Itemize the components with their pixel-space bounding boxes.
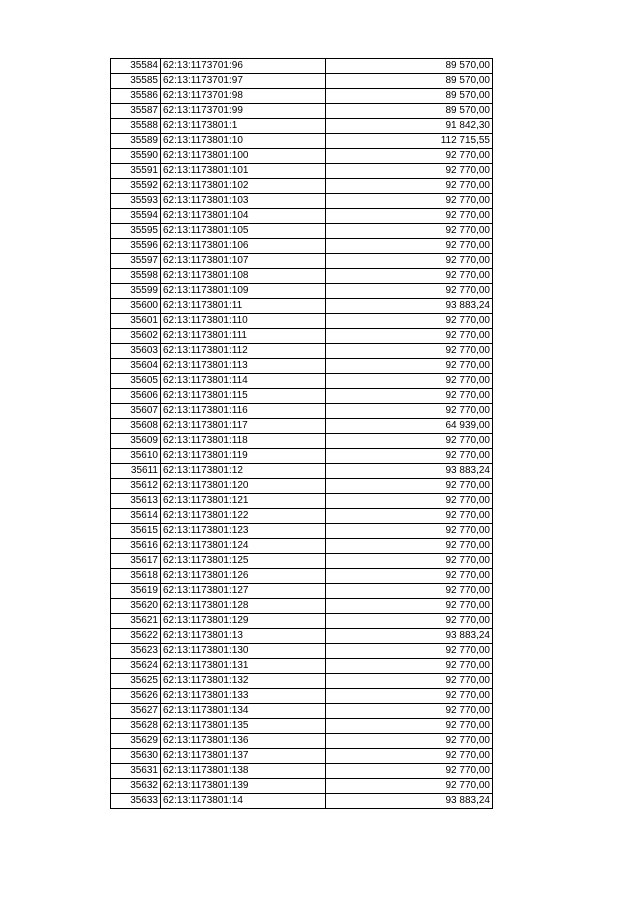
cadastral-value-cell: 93 883,24 — [326, 629, 493, 644]
cadastral-value-cell: 89 570,00 — [326, 74, 493, 89]
cadastral-number-cell: 62:13:1173801:107 — [161, 254, 326, 269]
row-number-cell: 35586 — [111, 89, 161, 104]
table-row — [111, 239, 493, 254]
cadastral-value-cell: 92 770,00 — [326, 404, 493, 419]
table-row — [111, 614, 493, 629]
row-number-cell: 35597 — [111, 254, 161, 269]
row-number-cell: 35594 — [111, 209, 161, 224]
row-number-cell: 35623 — [111, 644, 161, 659]
row-number-cell: 35617 — [111, 554, 161, 569]
cadastral-value-cell: 93 883,24 — [326, 794, 493, 809]
table-row — [111, 704, 493, 719]
cadastral-value-cell: 92 770,00 — [326, 734, 493, 749]
cadastral-number-cell: 62:13:1173701:98 — [161, 89, 326, 104]
cadastral-number-cell: 62:13:1173801:106 — [161, 239, 326, 254]
cadastral-number-cell: 62:13:1173801:115 — [161, 389, 326, 404]
cadastral-number-cell: 62:13:1173801:128 — [161, 599, 326, 614]
table-row — [111, 479, 493, 494]
cadastral-value-cell: 92 770,00 — [326, 524, 493, 539]
table-row — [111, 464, 493, 479]
cadastral-number-cell: 62:13:1173801:136 — [161, 734, 326, 749]
cadastral-value-cell: 92 770,00 — [326, 749, 493, 764]
table-row — [111, 149, 493, 164]
cadastral-value-cell: 92 770,00 — [326, 434, 493, 449]
row-number-cell: 35629 — [111, 734, 161, 749]
cadastral-value-cell: 92 770,00 — [326, 674, 493, 689]
cadastral-value-cell: 92 770,00 — [326, 479, 493, 494]
table-row — [111, 674, 493, 689]
row-number-cell: 35598 — [111, 269, 161, 284]
table-row — [111, 209, 493, 224]
row-number-cell: 35610 — [111, 449, 161, 464]
row-number-cell: 35631 — [111, 764, 161, 779]
cadastral-number-cell: 62:13:1173801:137 — [161, 749, 326, 764]
table-row — [111, 389, 493, 404]
table-row — [111, 194, 493, 209]
cadastral-value-cell: 93 883,24 — [326, 464, 493, 479]
table-row — [111, 374, 493, 389]
cadastral-number-cell: 62:13:1173801:132 — [161, 674, 326, 689]
row-number-cell: 35628 — [111, 719, 161, 734]
row-number-cell: 35584 — [111, 59, 161, 74]
table-row — [111, 554, 493, 569]
table-row — [111, 224, 493, 239]
table-row — [111, 344, 493, 359]
row-number-cell: 35626 — [111, 689, 161, 704]
cadastral-number-cell: 62:13:1173701:99 — [161, 104, 326, 119]
table-row — [111, 314, 493, 329]
cadastral-value-cell: 92 770,00 — [326, 764, 493, 779]
cadastral-number-cell: 62:13:1173701:97 — [161, 74, 326, 89]
cadastral-number-cell: 62:13:1173801:122 — [161, 509, 326, 524]
cadastral-value-cell: 92 770,00 — [326, 599, 493, 614]
table-row — [111, 659, 493, 674]
cadastral-value-cell: 92 770,00 — [326, 314, 493, 329]
row-number-cell: 35595 — [111, 224, 161, 239]
cadastral-number-cell: 62:13:1173801:121 — [161, 494, 326, 509]
row-number-cell: 35616 — [111, 539, 161, 554]
cadastral-number-cell: 62:13:1173801:108 — [161, 269, 326, 284]
cadastral-number-cell: 62:13:1173801:13 — [161, 629, 326, 644]
cadastral-number-cell: 62:13:1173701:96 — [161, 59, 326, 74]
cadastral-number-cell: 62:13:1173801:113 — [161, 359, 326, 374]
row-number-cell: 35618 — [111, 569, 161, 584]
cadastral-value-cell: 92 770,00 — [326, 209, 493, 224]
row-number-cell: 35602 — [111, 329, 161, 344]
row-number-cell: 35591 — [111, 164, 161, 179]
row-number-cell: 35606 — [111, 389, 161, 404]
cadastral-value-cell: 92 770,00 — [326, 284, 493, 299]
cadastral-number-cell: 62:13:1173801:138 — [161, 764, 326, 779]
table-row — [111, 269, 493, 284]
cadastral-number-cell: 62:13:1173801:139 — [161, 779, 326, 794]
table-row — [111, 749, 493, 764]
cadastral-number-cell: 62:13:1173801:102 — [161, 179, 326, 194]
cadastral-value-cell: 112 715,55 — [326, 134, 493, 149]
cadastral-number-cell: 62:13:1173801:118 — [161, 434, 326, 449]
row-number-cell: 35587 — [111, 104, 161, 119]
cadastral-number-cell: 62:13:1173801:131 — [161, 659, 326, 674]
cadastral-value-cell: 92 770,00 — [326, 254, 493, 269]
cadastral-value-cell: 92 770,00 — [326, 494, 493, 509]
table-row — [111, 434, 493, 449]
table-row — [111, 719, 493, 734]
row-number-cell: 35590 — [111, 149, 161, 164]
cadastral-value-cell: 92 770,00 — [326, 269, 493, 284]
cadastral-value-cell: 92 770,00 — [326, 359, 493, 374]
cadastral-value-cell: 92 770,00 — [326, 779, 493, 794]
row-number-cell: 35592 — [111, 179, 161, 194]
cadastral-number-cell: 62:13:1173801:109 — [161, 284, 326, 299]
cadastral-value-cell: 89 570,00 — [326, 89, 493, 104]
cadastral-number-cell: 62:13:1173801:117 — [161, 419, 326, 434]
cadastral-number-cell: 62:13:1173801:103 — [161, 194, 326, 209]
cadastral-value-cell: 92 770,00 — [326, 164, 493, 179]
table-row — [111, 599, 493, 614]
row-number-cell: 35614 — [111, 509, 161, 524]
cadastral-value-cell: 93 883,24 — [326, 299, 493, 314]
cadastral-number-cell: 62:13:1173801:120 — [161, 479, 326, 494]
cadastral-value-cell: 92 770,00 — [326, 539, 493, 554]
cadastral-number-cell: 62:13:1173801:135 — [161, 719, 326, 734]
row-number-cell: 35619 — [111, 584, 161, 599]
table-row — [111, 104, 493, 119]
cadastral-number-cell: 62:13:1173801:124 — [161, 539, 326, 554]
cadastral-number-cell: 62:13:1173801:134 — [161, 704, 326, 719]
table-row — [111, 644, 493, 659]
cadastral-value-cell: 92 770,00 — [326, 704, 493, 719]
row-number-cell: 35625 — [111, 674, 161, 689]
table-row — [111, 494, 493, 509]
row-number-cell: 35596 — [111, 239, 161, 254]
cadastral-number-cell: 62:13:1173801:127 — [161, 584, 326, 599]
cadastral-value-cell: 92 770,00 — [326, 329, 493, 344]
row-number-cell: 35627 — [111, 704, 161, 719]
table-row — [111, 794, 493, 809]
table-row — [111, 59, 493, 74]
table-row — [111, 689, 493, 704]
cadastral-number-cell: 62:13:1173801:104 — [161, 209, 326, 224]
cadastral-number-cell: 62:13:1173801:125 — [161, 554, 326, 569]
table-row — [111, 584, 493, 599]
cadastral-number-cell: 62:13:1173801:100 — [161, 149, 326, 164]
cadastral-value-cell: 92 770,00 — [326, 614, 493, 629]
cadastral-number-cell: 62:13:1173801:105 — [161, 224, 326, 239]
cadastral-value-cell: 92 770,00 — [326, 239, 493, 254]
table-row — [111, 404, 493, 419]
cadastral-number-cell: 62:13:1173801:129 — [161, 614, 326, 629]
row-number-cell: 35604 — [111, 359, 161, 374]
cadastral-number-cell: 62:13:1173801:101 — [161, 164, 326, 179]
row-number-cell: 35589 — [111, 134, 161, 149]
cadastral-value-cell: 92 770,00 — [326, 449, 493, 464]
cadastral-value-cell: 91 842,30 — [326, 119, 493, 134]
cadastral-number-cell: 62:13:1173801:119 — [161, 449, 326, 464]
cadastral-number-cell: 62:13:1173801:111 — [161, 329, 326, 344]
row-number-cell: 35601 — [111, 314, 161, 329]
row-number-cell: 35615 — [111, 524, 161, 539]
row-number-cell: 35599 — [111, 284, 161, 299]
cadastral-value-cell: 92 770,00 — [326, 584, 493, 599]
table-row — [111, 74, 493, 89]
cadastral-value-cell: 92 770,00 — [326, 194, 493, 209]
cadastral-value-cell: 92 770,00 — [326, 569, 493, 584]
cadastral-number-cell: 62:13:1173801:12 — [161, 464, 326, 479]
table-row — [111, 419, 493, 434]
row-number-cell: 35620 — [111, 599, 161, 614]
row-number-cell: 35622 — [111, 629, 161, 644]
cadastral-number-cell: 62:13:1173801:112 — [161, 344, 326, 359]
table-row — [111, 509, 493, 524]
cadastral-number-cell: 62:13:1173801:14 — [161, 794, 326, 809]
table-row — [111, 629, 493, 644]
cadastral-value-cell: 64 939,00 — [326, 419, 493, 434]
row-number-cell: 35593 — [111, 194, 161, 209]
cadastral-value-cell: 89 570,00 — [326, 59, 493, 74]
cadastral-number-cell: 62:13:1173801:110 — [161, 314, 326, 329]
cadastral-value-cell: 92 770,00 — [326, 179, 493, 194]
cadastral-value-cell: 92 770,00 — [326, 374, 493, 389]
row-number-cell: 35608 — [111, 419, 161, 434]
row-number-cell: 35632 — [111, 779, 161, 794]
table-row — [111, 164, 493, 179]
cadastral-value-table — [110, 58, 493, 809]
cadastral-value-cell: 92 770,00 — [326, 644, 493, 659]
row-number-cell: 35603 — [111, 344, 161, 359]
table-row — [111, 254, 493, 269]
cadastral-number-cell: 62:13:1173801:130 — [161, 644, 326, 659]
row-number-cell: 35612 — [111, 479, 161, 494]
row-number-cell: 35613 — [111, 494, 161, 509]
row-number-cell: 35611 — [111, 464, 161, 479]
cadastral-value-cell: 92 770,00 — [326, 149, 493, 164]
cadastral-value-cell: 92 770,00 — [326, 554, 493, 569]
cadastral-value-cell: 92 770,00 — [326, 659, 493, 674]
table-row — [111, 329, 493, 344]
table-row — [111, 734, 493, 749]
row-number-cell: 35605 — [111, 374, 161, 389]
row-number-cell: 35588 — [111, 119, 161, 134]
row-number-cell: 35600 — [111, 299, 161, 314]
cadastral-number-cell: 62:13:1173801:11 — [161, 299, 326, 314]
row-number-cell: 35585 — [111, 74, 161, 89]
table-row — [111, 569, 493, 584]
table-row — [111, 179, 493, 194]
cadastral-number-cell: 62:13:1173801:123 — [161, 524, 326, 539]
cadastral-number-cell: 62:13:1173801:1 — [161, 119, 326, 134]
row-number-cell: 35607 — [111, 404, 161, 419]
row-number-cell: 35630 — [111, 749, 161, 764]
row-number-cell: 35609 — [111, 434, 161, 449]
row-number-cell: 35621 — [111, 614, 161, 629]
cadastral-number-cell: 62:13:1173801:114 — [161, 374, 326, 389]
cadastral-value-cell: 89 570,00 — [326, 104, 493, 119]
cadastral-value-cell: 92 770,00 — [326, 719, 493, 734]
cadastral-number-cell: 62:13:1173801:133 — [161, 689, 326, 704]
cadastral-value-cell: 92 770,00 — [326, 509, 493, 524]
cadastral-number-cell: 62:13:1173801:10 — [161, 134, 326, 149]
table-row — [111, 119, 493, 134]
table-row — [111, 779, 493, 794]
cadastral-value-cell: 92 770,00 — [326, 224, 493, 239]
table-row — [111, 524, 493, 539]
table-row — [111, 134, 493, 149]
cadastral-number-cell: 62:13:1173801:116 — [161, 404, 326, 419]
table-body — [111, 59, 493, 809]
table-row — [111, 89, 493, 104]
cadastral-value-cell: 92 770,00 — [326, 689, 493, 704]
cadastral-value-cell: 92 770,00 — [326, 344, 493, 359]
table-row — [111, 359, 493, 374]
row-number-cell: 35633 — [111, 794, 161, 809]
table-row — [111, 299, 493, 314]
cadastral-number-cell: 62:13:1173801:126 — [161, 569, 326, 584]
row-number-cell: 35624 — [111, 659, 161, 674]
table-row — [111, 284, 493, 299]
table-row — [111, 449, 493, 464]
table-row — [111, 764, 493, 779]
table-row — [111, 539, 493, 554]
cadastral-value-cell: 92 770,00 — [326, 389, 493, 404]
